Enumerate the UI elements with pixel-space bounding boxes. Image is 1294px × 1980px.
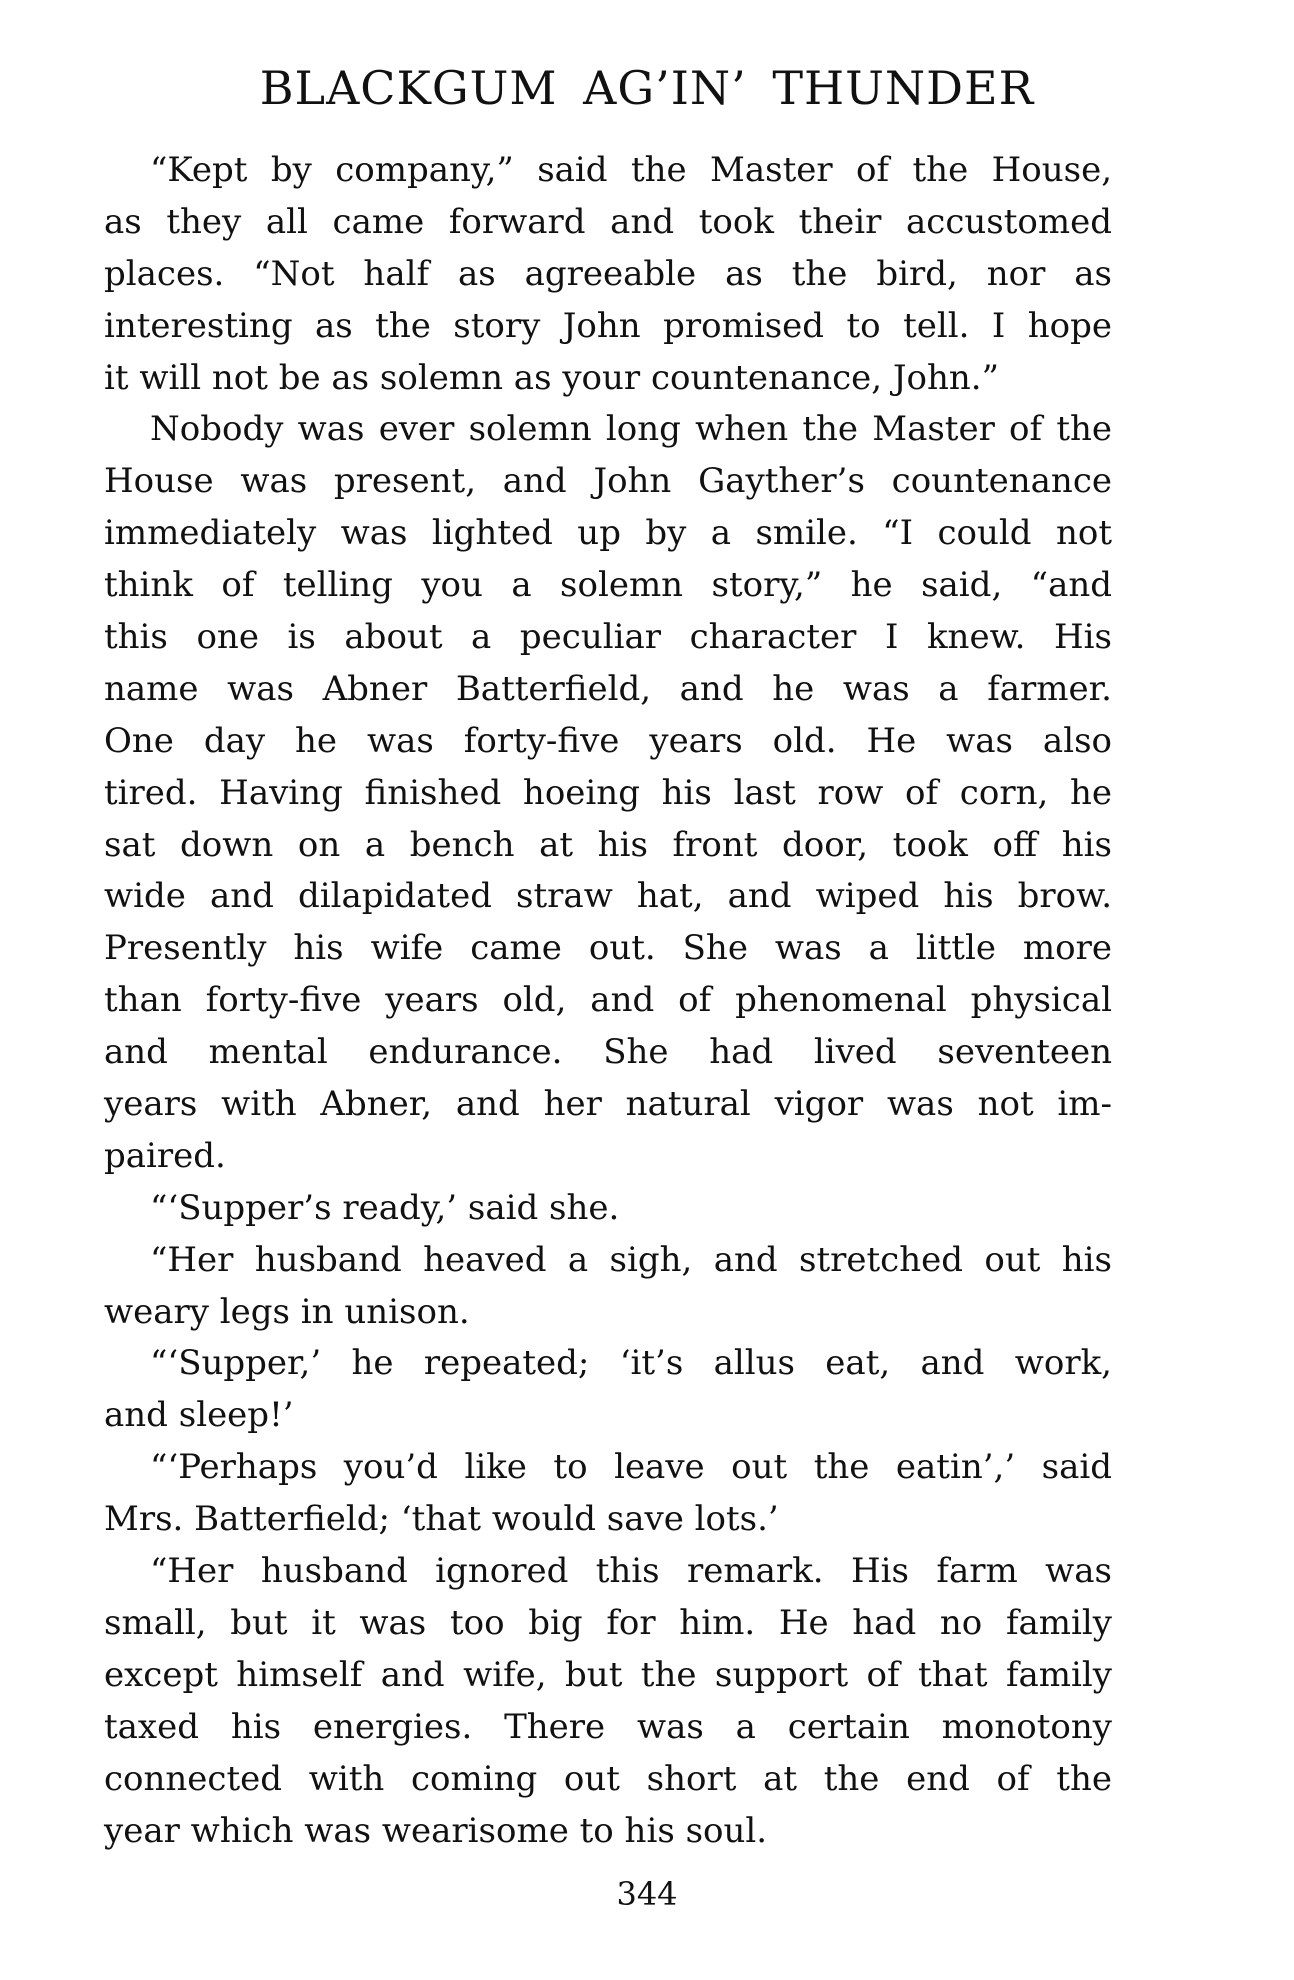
text-line: as they all came forward and took their accustomed [104, 201, 1112, 242]
text-line: “‘Supper,’ he repeated; ‘it’s allus eat, and work, [150, 1343, 1112, 1384]
text-line: name was Abner Batterfield, and he was a farmer. [104, 668, 1112, 709]
text-line: Presently his wife came out. She was a little more [104, 928, 1112, 969]
text-line: year which was wearisome to his soul. [104, 1810, 768, 1851]
text-line: years with Abner, and her natural vigor was not im- [104, 1084, 1112, 1125]
text-line: connected with coming out short at the end of the [104, 1758, 1112, 1799]
text-line: except himself and wife, but the support of that family [104, 1654, 1112, 1695]
text-line: than forty-five years old, and of phenomenal physical [104, 980, 1112, 1021]
text-line: small, but it was too big for him. He had no family [104, 1602, 1112, 1643]
text-line: tired. Having finished hoeing his last row of corn, he [104, 772, 1112, 813]
text-line: One day he was forty-five years old. He was also [104, 720, 1112, 761]
text-line: “Kept by company,” said the Master of the House, [150, 150, 1112, 190]
body-text [104, 145, 1112, 1857]
text-line: places. “Not half as agreeable as the bird, nor as [104, 253, 1112, 294]
text-line: “‘Supper’s ready,’ said she. [150, 1187, 620, 1228]
page-number: 344 [616, 1875, 678, 1913]
text-line: immediately was lighted up by a smile. “I could not [104, 513, 1112, 554]
text-line: House was present, and John Gayther’s countenance [104, 461, 1112, 502]
text-line: “‘Perhaps you’d like to leave out the eatin’,’ said [150, 1447, 1112, 1488]
text-line: weary legs in unison. [104, 1291, 470, 1332]
text-line: this one is about a peculiar character I knew. His [104, 617, 1112, 658]
text-line: sat down on a bench at his front door, took off his [104, 824, 1112, 865]
text-line: wide and dilapidated straw hat, and wiped his brow. [104, 876, 1112, 917]
text-line: Mrs. Batterfield; ‘that would save lots.’ [104, 1499, 779, 1540]
text-line: it will not be as solemn as your countenance, John.” [104, 357, 999, 398]
running-head: BLACKGUM AG’IN’ THUNDER [259, 61, 1035, 115]
text-line: think of telling you a solemn story,” he said, “and [104, 565, 1112, 606]
text-line: and mental endurance. She had lived seventeen [104, 1032, 1112, 1073]
text-line: “Her husband ignored this remark. His farm was [150, 1551, 1112, 1592]
text-line: “Her husband heaved a sigh, and stretched out his [150, 1239, 1112, 1280]
text-line: taxed his energies. There was a certain monotony [104, 1706, 1112, 1747]
text-line: interesting as the story John promised to tell. I hope [104, 305, 1112, 346]
text-line: paired. [104, 1135, 226, 1176]
text-line: Nobody was ever solemn long when the Master of the [150, 409, 1112, 450]
text-line: and sleep!’ [104, 1395, 294, 1436]
